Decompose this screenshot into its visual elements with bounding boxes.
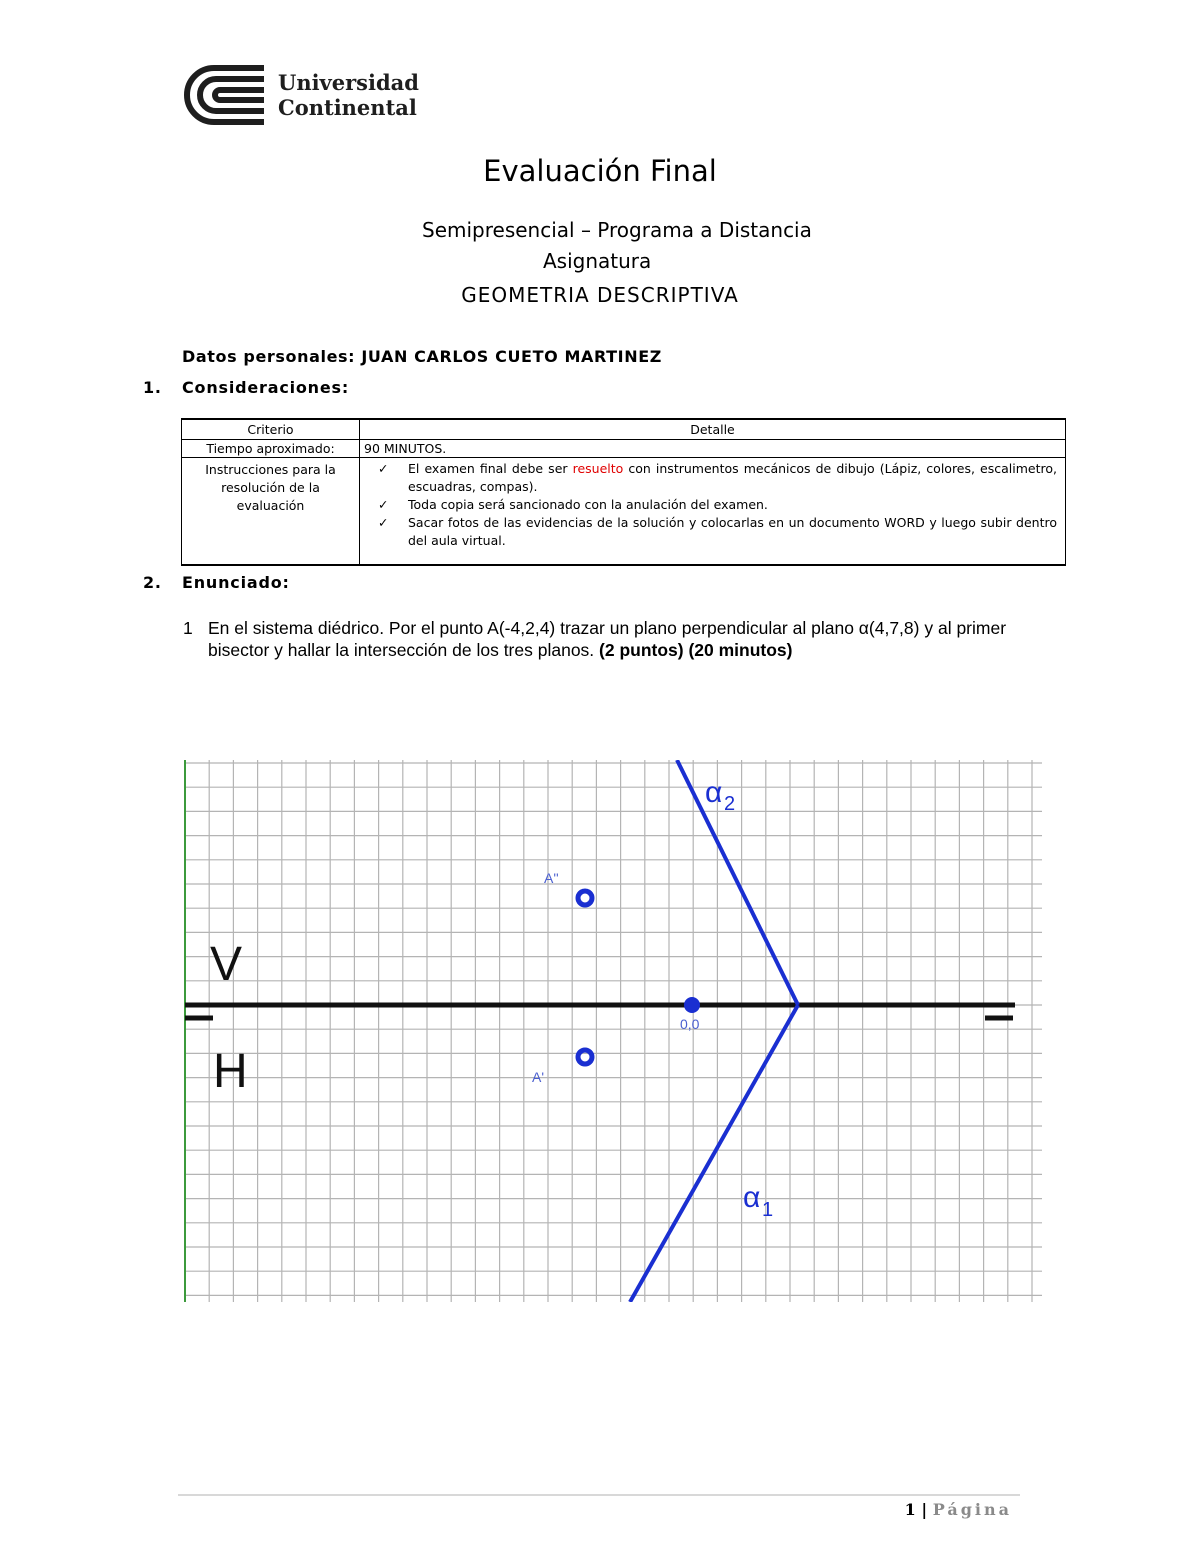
section-label: Enunciado:: [182, 573, 290, 592]
document-title: Evaluación Final: [483, 154, 717, 188]
alpha-subscript: 2: [724, 793, 736, 815]
instructions-list: [360, 458, 1065, 550]
page-number: 1: [904, 1500, 916, 1519]
document-subtitle: Semipresencial – Programa a Distancia: [422, 218, 812, 242]
university-logo: [180, 62, 419, 128]
label-h: H: [213, 1045, 248, 1098]
question-points: (2 puntos) (20 minutos): [599, 640, 793, 660]
trace-alpha-2: [677, 760, 798, 1005]
column-header-detalle: Detalle: [360, 419, 1066, 439]
logo-line-2: Continental: [278, 95, 417, 120]
point-a-horizontal-projection: [578, 1050, 592, 1064]
label-a-prime: A': [532, 1069, 545, 1085]
page-label: Página: [932, 1500, 1012, 1519]
question-1: [183, 617, 1013, 661]
grid-lines: [185, 760, 1042, 1302]
section-heading-1: [143, 378, 349, 397]
section-label: Consideraciones:: [182, 378, 350, 397]
logo-line-1: Universidad: [278, 70, 419, 95]
label-alpha-1: [743, 1181, 773, 1221]
course-name: GEOMETRIA DESCRIPTIVA: [461, 283, 739, 307]
dihedral-diagram: [180, 760, 1042, 1302]
column-header-criterio: Criterio: [182, 419, 360, 439]
item-text: El examen final debe ser: [408, 460, 573, 476]
label-alpha-2: [705, 776, 735, 815]
logo-text: [278, 70, 419, 120]
list-item: [378, 514, 1057, 550]
alpha-subscript: 1: [762, 1199, 774, 1221]
logo-mark-icon: [180, 62, 270, 128]
list-item: [378, 496, 1057, 514]
point-a-vertical-projection: [578, 891, 592, 905]
alpha-symbol: α: [743, 1181, 761, 1214]
trace-alpha-1: [630, 1005, 798, 1302]
footer-separator: |: [921, 1500, 928, 1519]
alpha-symbol: α: [705, 776, 723, 809]
table-cell: Instrucciones para la resolución de la evaluación: [182, 457, 360, 565]
table-row: [182, 457, 1066, 565]
item-text: Sacar fotos de las evidencias de la solución y colocarlas en un documento WORD y luego subir dentro del aula virtual.: [408, 514, 1057, 548]
section-heading-2: [143, 573, 290, 592]
table-cell: [360, 457, 1066, 565]
table-cell: 90 MINUTOS.: [360, 439, 1066, 457]
item-text: Toda copia será sancionado con la anulación del examen.: [408, 496, 768, 512]
label-v: V: [210, 938, 243, 991]
highlighted-word: resuelto: [572, 460, 624, 476]
criteria-table: [181, 418, 1066, 566]
list-item: [378, 460, 1057, 496]
origin-point: [684, 997, 700, 1013]
section-number: 2.: [143, 573, 162, 592]
question-number: 1: [183, 618, 193, 638]
check-icon: ✓: [378, 460, 389, 476]
check-icon: ✓: [378, 514, 389, 530]
section-number: 1.: [143, 378, 162, 397]
diagram-svg: [180, 760, 1042, 1302]
table-row: [182, 439, 1066, 457]
personal-data: Datos personales: JUAN CARLOS CUETO MARTINEZ: [182, 347, 662, 366]
label-origin: 0,0: [680, 1016, 700, 1032]
item-text: con instrumentos mecánicos de dibujo (Lápiz, colores, escalimetro, escuadras, compas).: [408, 460, 1057, 494]
question-body: En el sistema diédrico. Por el punto A(-4,2,4) trazar un plano perpendicular al plano α(4,7,8) y al primer bisector y hallar la intersección de los tres planos.: [208, 618, 1007, 660]
footer-divider: [178, 1494, 1020, 1496]
check-icon: ✓: [378, 496, 389, 512]
page-footer: [905, 1500, 1012, 1519]
table-cell: Tiempo aproximado:: [182, 439, 360, 457]
label-a-double-prime: A'': [544, 870, 559, 886]
question-text: [208, 617, 1013, 661]
subject-label: Asignatura: [543, 249, 652, 273]
